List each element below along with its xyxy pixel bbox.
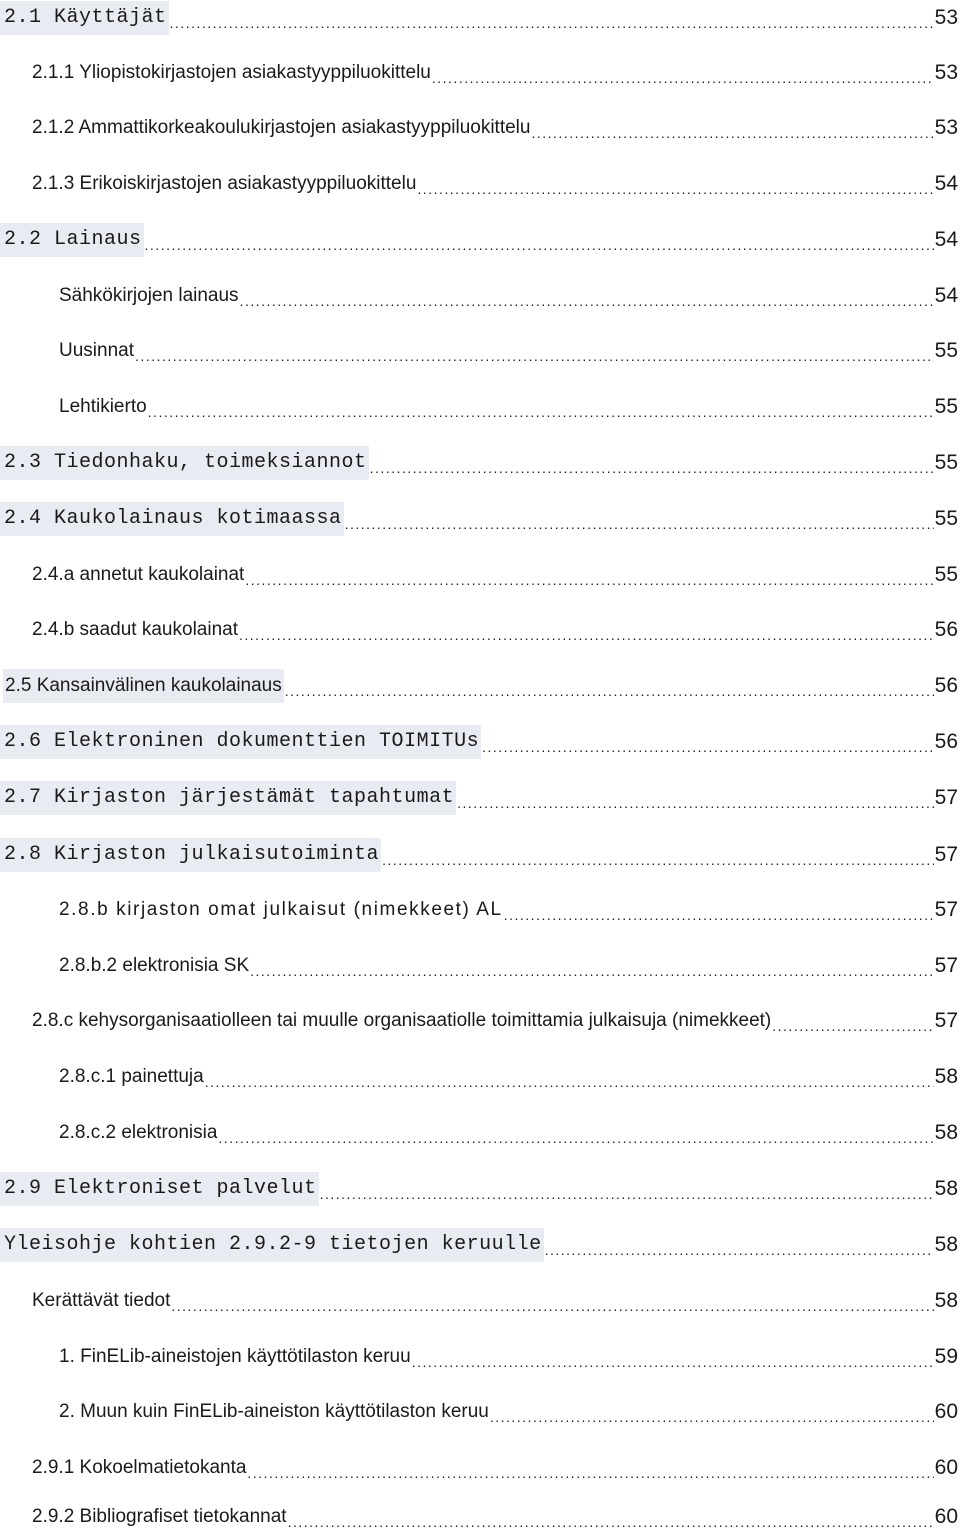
dot-leader <box>170 15 934 31</box>
toc-entry[interactable] <box>0 0 958 38</box>
toc-page-number: 57 <box>934 954 958 977</box>
dot-leader <box>320 1186 934 1202</box>
dot-leader <box>490 1409 934 1425</box>
toc-page-number: 55 <box>934 339 958 362</box>
toc-entry-label: 2.4.a annetut kaukolainat <box>32 564 245 585</box>
toc-entry-label: 2.9 Elektroniset palvelut <box>0 1172 319 1206</box>
toc-entry-label: 1. FinELib-aineistojen käyttötilaston keruu <box>59 1346 411 1367</box>
toc-page-number: 60 <box>934 1400 958 1423</box>
toc-entry-label: 2.1.1 Yliopistokirjastojen asiakastyyppiluokittelu <box>32 62 431 83</box>
toc-page-number: 58 <box>934 1177 958 1200</box>
dot-leader <box>545 1242 934 1258</box>
dot-leader <box>285 683 934 699</box>
toc-page-number: 57 <box>934 843 958 866</box>
toc-entry-label: 2. Muun kuin FinELib-aineiston käyttötilaston keruu <box>59 1401 489 1422</box>
toc-page-number: 57 <box>934 898 958 921</box>
dot-leader <box>457 795 934 811</box>
toc-entry[interactable] <box>0 1001 958 1041</box>
toc-entry-label: 2.1.2 Ammattikorkeakoulukirjastojen asiakastyyppiluokittelu <box>32 117 531 138</box>
toc-page-number: 55 <box>934 395 958 418</box>
toc-entry[interactable] <box>0 835 958 875</box>
dot-leader <box>247 1465 933 1481</box>
toc-page-number: 60 <box>934 1505 958 1528</box>
dot-leader <box>531 125 933 141</box>
toc-entry[interactable] <box>0 1281 958 1321</box>
toc-entry[interactable] <box>0 1448 958 1488</box>
toc-entry[interactable] <box>0 1225 958 1265</box>
toc-entry[interactable] <box>0 108 958 148</box>
toc-page-number: 58 <box>934 1065 958 1088</box>
toc-entry-label: Yleisohje kohtien 2.9.2-9 tietojen keruulle <box>0 1228 544 1262</box>
toc-entry[interactable] <box>0 220 958 260</box>
toc-entry-label: 2.5 Kansainvälinen kaukolainaus <box>3 669 284 703</box>
dot-leader <box>239 627 934 643</box>
toc-entry[interactable] <box>0 778 958 818</box>
dot-leader <box>148 404 934 420</box>
dot-leader <box>432 70 934 86</box>
toc-page-number: 54 <box>934 284 958 307</box>
toc-entry-label: 2.8.b.2 elektronisia SK <box>59 955 250 976</box>
toc-entry[interactable] <box>0 610 958 650</box>
toc-page-number: 58 <box>934 1233 958 1256</box>
dot-leader <box>482 739 934 755</box>
toc-page-number: 53 <box>934 116 958 139</box>
dot-leader <box>412 1354 934 1370</box>
dot-leader <box>382 852 934 868</box>
toc-entry-label: Sähkökirjojen lainaus <box>59 285 239 306</box>
toc-entry-label: 2.8.b kirjaston omat julkaisut (nimekkeet) AL <box>59 899 503 920</box>
dot-leader <box>240 293 934 309</box>
toc-entry-label: 2.3 Tiedonhaku, toimeksiannot <box>0 446 369 480</box>
toc-entry-label: 2.8.c.1 painettuja <box>59 1066 204 1087</box>
dot-leader <box>245 572 933 588</box>
toc-entry-label: 2.9.2 Bibliografiset tietokannat <box>32 1506 287 1527</box>
toc-entry[interactable] <box>0 1392 958 1432</box>
toc-entry-label: Lehtikierto <box>59 396 147 417</box>
toc-entry[interactable] <box>0 722 958 762</box>
toc-entry-label: 2.1.3 Erikoiskirjastojen asiakastyyppiluokittelu <box>32 173 417 194</box>
toc-entry-label: 2.7 Kirjaston järjestämät tapahtumat <box>0 781 456 815</box>
toc-entry-label: 2.8.c kehysorganisaatiolleen tai muulle organisaatiolle toimittamia julkaisuja (nimekkeet) <box>32 1010 772 1031</box>
toc-entry[interactable] <box>0 499 958 539</box>
toc-entry-label: 2.6 Elektroninen dokumenttien TOIMITUs <box>0 725 481 759</box>
toc-entry[interactable] <box>0 555 958 595</box>
toc-page-number: 58 <box>934 1289 958 1312</box>
toc-page-number: 56 <box>934 674 958 697</box>
toc-page-number: 59 <box>934 1345 958 1368</box>
toc-entry[interactable] <box>0 1113 958 1153</box>
dot-leader <box>250 963 934 979</box>
dot-leader <box>205 1074 934 1090</box>
toc-page-number: 53 <box>934 61 958 84</box>
toc-entry[interactable] <box>0 1169 958 1209</box>
toc-page-number: 54 <box>934 228 958 251</box>
toc-page-number: 56 <box>934 618 958 641</box>
dot-leader <box>370 460 934 476</box>
toc-entry-label: 2.8 Kirjaston julkaisutoiminta <box>0 838 381 872</box>
dot-leader <box>504 907 934 923</box>
toc-entry-label: 2.4.b saadut kaukolainat <box>32 619 238 640</box>
toc-entry[interactable] <box>0 164 958 204</box>
dot-leader <box>772 1018 933 1034</box>
toc-entry[interactable] <box>0 1497 958 1537</box>
dot-leader <box>145 237 934 253</box>
toc-page-number: 58 <box>934 1121 958 1144</box>
toc-entry-label: 2.1 Käyttäjät <box>0 1 169 35</box>
toc-entry[interactable] <box>0 443 958 483</box>
dot-leader <box>171 1298 933 1314</box>
toc-page-number: 54 <box>934 172 958 195</box>
dot-leader <box>288 1514 934 1530</box>
toc-entry[interactable] <box>0 387 958 427</box>
toc-entry[interactable] <box>0 1337 958 1377</box>
toc-entry-label: 2.2 Lainaus <box>0 223 144 257</box>
toc-entry-label: Uusinnat <box>59 340 134 361</box>
toc-entry[interactable] <box>0 53 958 93</box>
toc-page-number: 57 <box>934 786 958 809</box>
toc-page-number: 55 <box>934 451 958 474</box>
toc-page-number: 56 <box>934 730 958 753</box>
toc-page-number: 60 <box>934 1456 958 1479</box>
toc-page-number: 55 <box>934 507 958 530</box>
dot-leader <box>135 348 934 364</box>
toc-entry-label: 2.9.1 Kokoelmatietokanta <box>32 1457 247 1478</box>
toc-entry[interactable] <box>0 666 958 706</box>
toc-entry-label: Kerättävät tiedot <box>32 1290 171 1311</box>
toc-page-number: 55 <box>934 563 958 586</box>
dot-leader <box>218 1130 933 1146</box>
toc-entry-label: 2.8.c.2 elektronisia <box>59 1122 218 1143</box>
dot-leader <box>417 181 933 197</box>
toc-entry[interactable] <box>0 1057 958 1097</box>
dot-leader <box>345 516 934 532</box>
toc-entry-label: 2.4 Kaukolainaus kotimaassa <box>0 502 344 536</box>
toc-page-number: 57 <box>934 1009 958 1032</box>
toc-page-number: 53 <box>934 6 958 29</box>
toc-entry[interactable] <box>0 890 958 930</box>
toc-entry[interactable] <box>0 276 958 316</box>
toc-entry[interactable] <box>0 946 958 986</box>
toc-entry[interactable] <box>0 331 958 371</box>
